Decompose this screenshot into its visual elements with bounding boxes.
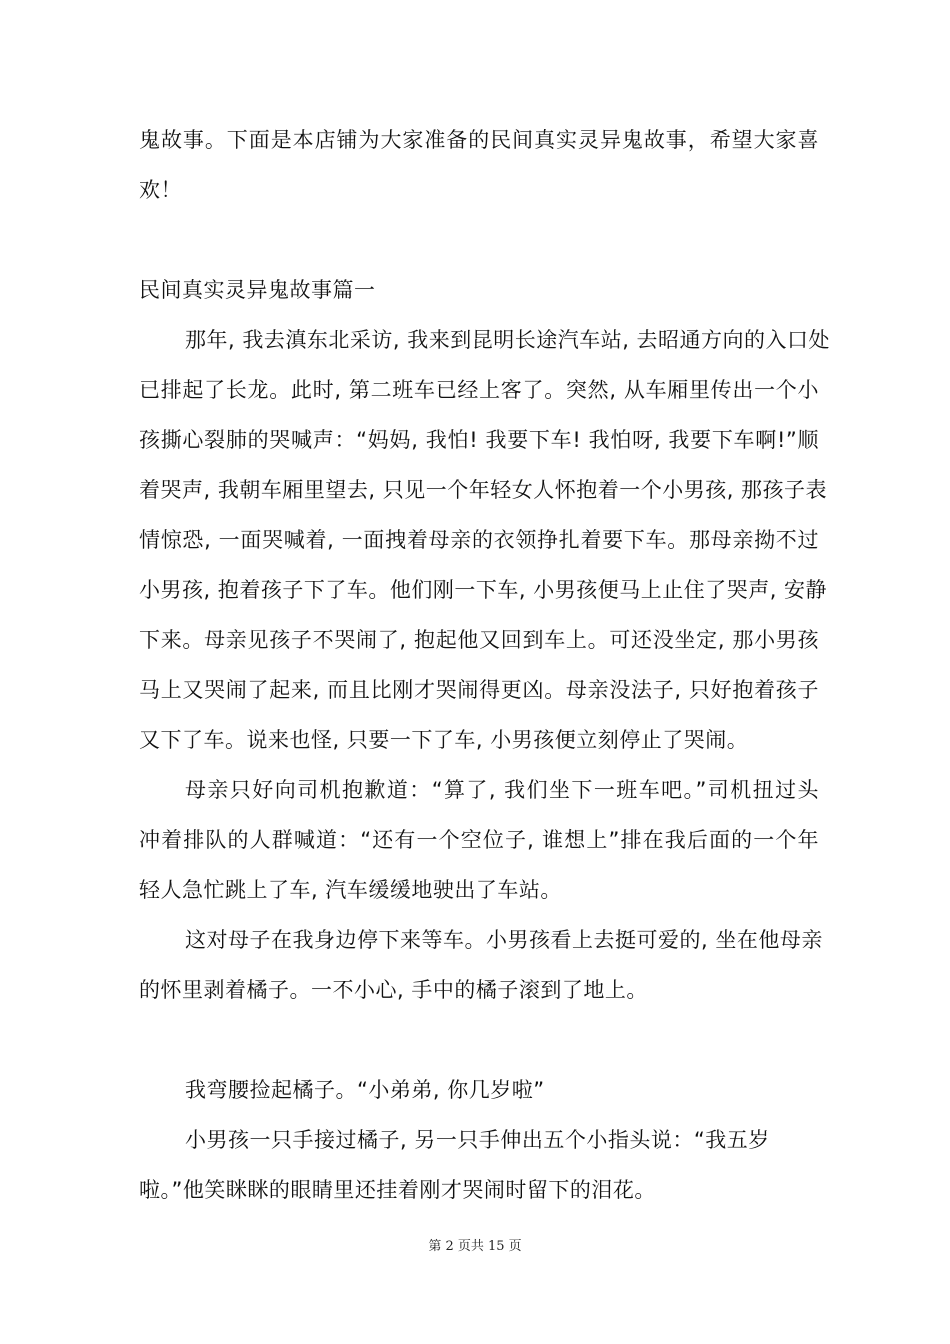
text-line: 着哭声, 我朝车厢里望去, 只见一个年轻女人怀抱着一个小男孩, 那孩子表 — [139, 478, 828, 502]
section-heading: 民间真实灵异鬼故事篇一 — [139, 278, 376, 302]
text-line: 下来。母亲见孩子不哭闹了, 抱起他又回到车上。可还没坐定, 那小男孩 — [139, 628, 819, 652]
text-line: 已排起了长龙。此时, 第二班车已经上客了。突然, 从车厢里传出一个小 — [139, 378, 819, 402]
text-line: 小男孩, 抱着孩子下了车。他们刚一下车, 小男孩便马上止住了哭声, 安静 — [139, 578, 828, 602]
page-number-footer: 第 2 页共 15 页 — [428, 1239, 522, 1254]
text-line: 我弯腰捡起橘子。“小弟弟, 你几岁啦” — [185, 1078, 545, 1102]
text-line: 那年, 我去滇东北采访, 我来到昆明长途汽车站, 去昭通方向的入口处 — [185, 328, 831, 352]
text-line: 啦。”他笑眯眯的眼睛里还挂着刚才哭闹时留下的泪花。 — [139, 1178, 656, 1202]
text-line: 母亲只好向司机抱歉道：“算了, 我们坐下一班车吧。”司机扭过头 — [185, 778, 819, 802]
text-line: 冲着排队的人群喊道：“还有一个空位子, 谁想上”排在我后面的一个年 — [139, 828, 819, 852]
text-line: 轻人急忙跳上了车, 汽车缓缓地驶出了车站。 — [139, 878, 562, 902]
text-line: 情惊恐, 一面哭喊着, 一面拽着母亲的衣领挣扎着要下车。那母亲拗不过 — [139, 528, 819, 552]
text-line: 这对母子在我身边停下来等车。小男孩看上去挺可爱的, 坐在他母亲 — [185, 928, 823, 952]
text-line: 孩撕心裂肺的哭喊声：“妈妈, 我怕! 我要下车! 我怕呀, 我要下车啊!”顺 — [139, 428, 819, 452]
text-line: 鬼故事。下面是本店铺为大家准备的民间真实灵异鬼故事，希望大家喜 — [139, 128, 819, 152]
text-line: 欢！ — [139, 178, 182, 202]
text-line: 马上又哭闹了起来, 而且比刚才哭闹得更凶。母亲没法子, 只好抱着孩子 — [139, 678, 819, 702]
text-line: 的怀里剥着橘子。一不小心, 手中的橘子滚到了地上。 — [139, 978, 648, 1002]
text-line: 小男孩一只手接过橘子, 另一只手伸出五个小指头说：“我五岁 — [185, 1128, 770, 1152]
text-line: 又下了车。说来也怪, 只要一下了车, 小男孩便立刻停止了哭闹。 — [139, 728, 749, 752]
